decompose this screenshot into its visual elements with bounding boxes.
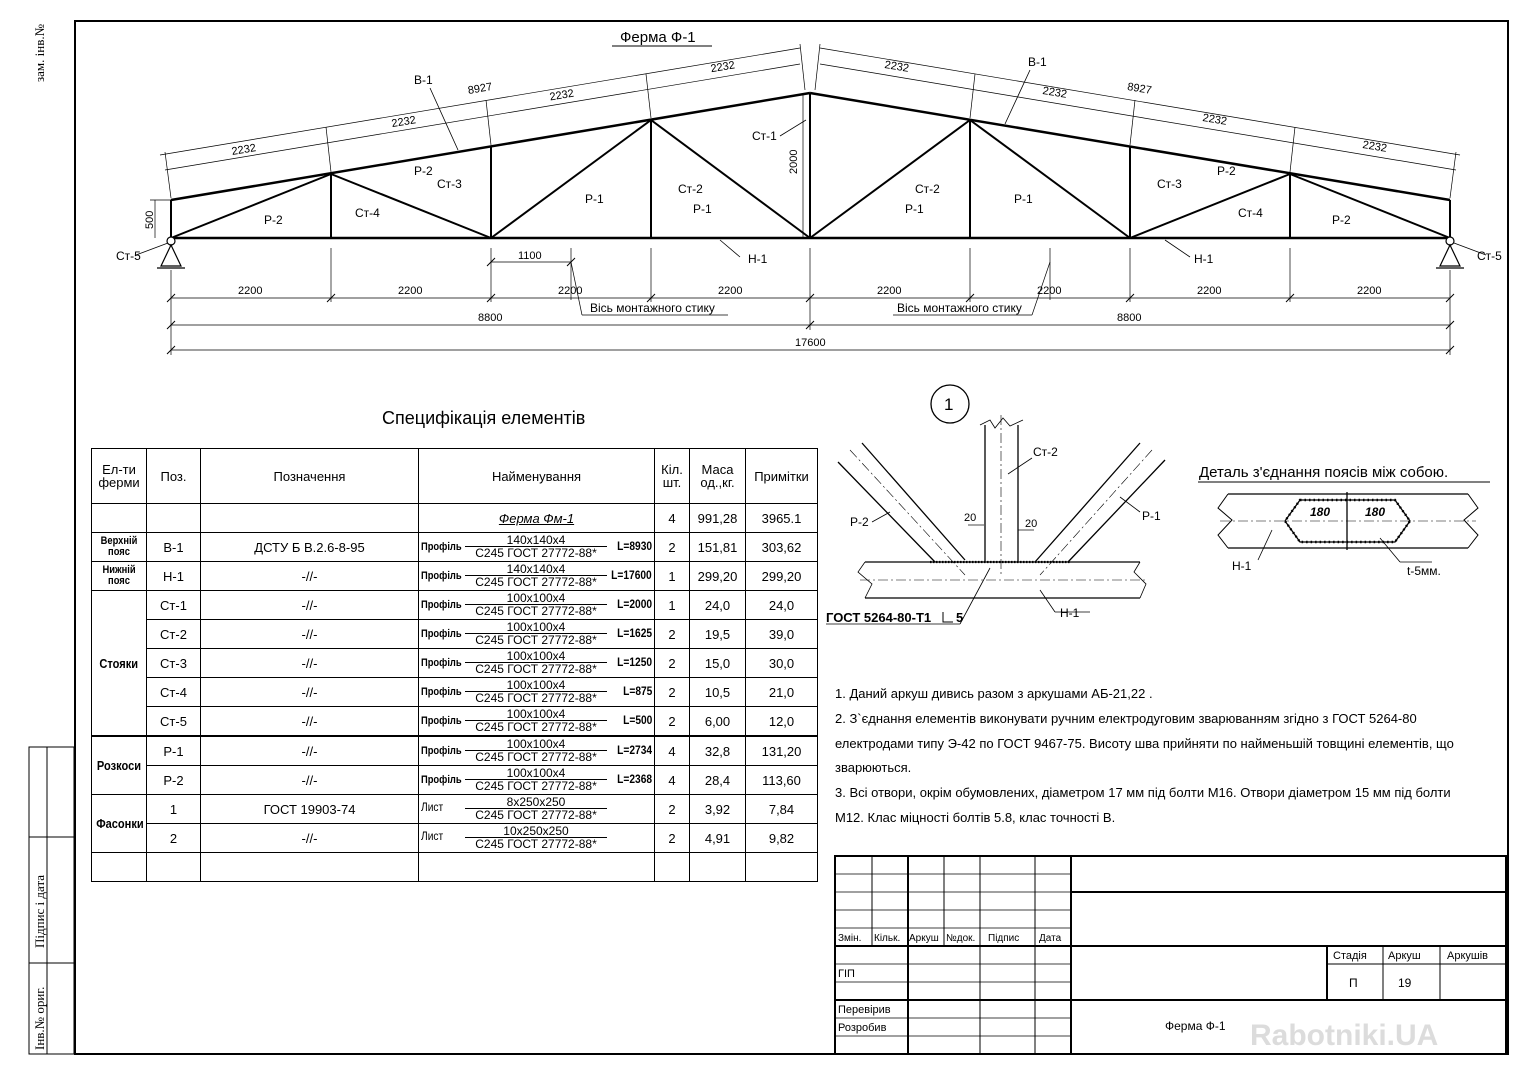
tb-gip: ГІП [838, 968, 855, 980]
table-row: Верхній пояс В-1 ДСТУ Б В.2.6-8-95 Профіль 140х140х4 С245 ГОСТ 27772-88* L=8930 2 151,81 303,62 [92, 533, 818, 562]
truss-row-mass: 991,28 [690, 504, 746, 533]
group-plates: Фасонки [92, 795, 147, 853]
group-bottom-chord: Нижній пояс [92, 562, 147, 591]
watermark: Rabotniki.UA [1250, 1019, 1439, 1052]
table-row: Фасонки 1 ГОСТ 19903-74 Лист 8х250х250 С245 ГОСТ 27772-88* 2 3,92 7,84 [92, 795, 818, 824]
note-1: 1. Даний аркуш дивись разом з аркушами АБ-21,22 . [835, 686, 1153, 701]
label-r2-3: Р-2 [1217, 164, 1236, 178]
table-row: Розкоси Р-1 -//- Профіль 100х100х4 С245 ГОСТ 27772-88* L=2734 4 32,8 131,20 [92, 736, 818, 766]
col-mass: Маса од.,кг. [690, 449, 746, 504]
dim-top-1: 2232 [230, 142, 257, 158]
tb-col-sign: Підпис [988, 933, 1020, 944]
dim-top-5: 2232 [883, 58, 910, 75]
table-row [92, 853, 818, 882]
node-detail [826, 385, 1165, 624]
spec-title: Специфікація елементів [382, 408, 586, 428]
table-row [92, 504, 818, 533]
truss-elevation [157, 93, 1464, 268]
note-3: 3. Всі отвори, окрім обумовлених, діаметром 17 мм під болти М16. Отвори діаметром 15 мм під болти [835, 785, 1451, 800]
label-bottom-chord-right: Н-1 [1194, 252, 1214, 266]
label-r1-1: Р-1 [585, 192, 604, 206]
detail2-label-plate: t-5мм. [1407, 564, 1441, 578]
dim-top-8: 2232 [1361, 138, 1388, 155]
tb-sheets-header: Аркушів [1447, 950, 1489, 962]
detail1-gap-right: 20 [1025, 518, 1038, 530]
dim-top-6: 2232 [1041, 84, 1068, 101]
detail1-label-st2: Ст-2 [1033, 445, 1058, 459]
dim-bottom-7: 2200 [1197, 285, 1222, 297]
detail1-gap-left: 20 [964, 512, 977, 524]
truss-row-qty: 4 [655, 504, 690, 533]
tb-col-doc: №док. [946, 933, 976, 944]
chord-splice-detail [1198, 482, 1490, 562]
detail1-label-r1: Р-1 [1142, 509, 1161, 523]
table-row: Ст-5 -//- Профіль 100х100х4 С245 ГОСТ 27772-88* L=500 2 6,00 12,0 [92, 707, 818, 737]
detail1-weld-leg: 5 [956, 610, 964, 625]
splice-axis-right: Вісь монтажного стику [897, 301, 1022, 315]
label-r1-4: Р-1 [1014, 192, 1033, 206]
label-st2-2: Ст-2 [915, 182, 940, 196]
detail1-label-n1: Н-1 [1060, 606, 1080, 620]
dim-bottom-5: 2200 [877, 285, 902, 297]
tb-col-kolich: Кільк. [874, 933, 901, 944]
splice-axis-left: Вісь монтажного стику [590, 301, 715, 315]
col-name: Найменування [419, 449, 655, 504]
tb-stage: П [1349, 976, 1358, 990]
side-stamp-zam-inv: зам. інв.№ [32, 24, 47, 82]
col-notes: Примітки [746, 449, 818, 504]
table-row: 2 -//- Лист 10х250х250 С245 ГОСТ 27772-88* 2 4,91 9,82 [92, 824, 818, 853]
tb-sheet-number: 19 [1398, 976, 1412, 990]
label-r1-2: Р-1 [693, 202, 712, 216]
detail2-label-chord: Н-1 [1232, 559, 1252, 573]
label-st3-1: Ст-3 [437, 177, 462, 191]
tb-col-date: Дата [1039, 933, 1062, 944]
label-r2-4: Р-2 [1332, 213, 1351, 227]
dim-top-4: 2232 [709, 59, 736, 76]
truss-title: Ферма Ф-1 [620, 29, 696, 46]
col-pos: Поз. [147, 449, 201, 504]
table-row: Нижній пояс Н-1 -//- Профіль 140х140х4 С245 ГОСТ 27772-88* L=17600 1 299,20 299,20 [92, 562, 818, 591]
dim-top-7: 2232 [1201, 111, 1228, 128]
detail2-dim-right: 180 [1365, 505, 1386, 519]
top-dimensions [150, 44, 1460, 355]
truss-row-note: 3965.1 [746, 504, 818, 533]
group-top-chord: Верхній пояс [92, 533, 147, 562]
table-row: Ст-2 -//- Профіль 100х100х4 С245 ГОСТ 27772-88* L=1625 2 19,5 39,0 [92, 620, 818, 649]
dim-bottom-4: 2200 [718, 285, 743, 297]
label-st4-2: Ст-4 [1238, 206, 1263, 220]
spec-header-row [92, 449, 818, 504]
tb-col-izm: Змін. [838, 933, 862, 944]
spec-table [91, 448, 818, 882]
table-row: Р-2 -//- Профіль 100х100х4 С245 ГОСТ 27772-88* L=2368 4 28,4 113,60 [92, 766, 818, 795]
detail-callout-number: 1 [944, 395, 954, 414]
dim-bottom-3: 2200 [558, 285, 583, 297]
note-2-end: зварюються. [835, 760, 912, 775]
dim-half-right: 8800 [1117, 312, 1142, 324]
dim-offset: 1100 [518, 250, 542, 262]
label-st4-1: Ст-4 [355, 206, 380, 220]
label-st5-right: Ст-5 [1477, 249, 1502, 263]
dim-ridge-height: 2000 [788, 149, 800, 174]
dim-top-2: 2232 [390, 114, 417, 131]
dim-bottom-6: 2200 [1037, 285, 1062, 297]
side-stamp-sign-date: Підпис і дата [32, 874, 47, 948]
dim-top-total-left: 8927 [467, 81, 494, 97]
label-top-chord-left: В-1 [414, 73, 433, 87]
col-element: Ел-ти ферми [92, 449, 147, 504]
label-r1-3: Р-1 [905, 202, 924, 216]
label-st3-2: Ст-3 [1157, 177, 1182, 191]
label-r2-1: Р-2 [264, 213, 283, 227]
dim-end-height: 500 [144, 210, 156, 229]
dim-total-span: 17600 [795, 337, 826, 349]
dim-bottom-2: 2200 [398, 285, 423, 297]
tb-drawing-name: Ферма Ф-1 [1165, 1019, 1226, 1033]
dim-top-total-right: 8927 [1126, 80, 1153, 97]
dim-half-left: 8800 [478, 312, 503, 324]
tb-sheet-header: Аркуш [1388, 950, 1421, 962]
group-posts: Стояки [92, 591, 147, 737]
col-designation: Позначення [201, 449, 419, 504]
detail2-title: Деталь з'єднання поясів між собою. [1199, 464, 1449, 481]
tb-stage-header: Стадія [1333, 950, 1367, 962]
detail1-label-r2: Р-2 [850, 515, 869, 529]
table-row: Стояки Ст-1 -//- Профіль 100х100х4 С245 ГОСТ 27772-88* L=2000 1 24,0 24,0 [92, 591, 818, 620]
dim-bottom-8: 2200 [1357, 285, 1382, 297]
detail2-dim-left: 180 [1310, 505, 1331, 519]
label-bottom-chord-left: Н-1 [748, 252, 768, 266]
note-2-cont: електродами типу Э-42 по ГОСТ 9467-75. Висоту шва прийняти по найменьшій товщині елементів, що [835, 736, 1454, 751]
group-braces: Розкоси [92, 736, 147, 795]
label-st5-left: Ст-5 [116, 249, 141, 263]
dim-bottom-1: 2200 [238, 285, 263, 297]
detail1-gost: ГОСТ 5264-80-Т1 [826, 610, 932, 625]
table-row: Ст-3 -//- Профіль 100х100х4 С245 ГОСТ 27772-88* L=1250 2 15,0 30,0 [92, 649, 818, 678]
label-st2-1: Ст-2 [678, 182, 703, 196]
tb-checked: Перевірив [838, 1004, 891, 1016]
label-r2-2: Р-2 [414, 164, 433, 178]
table-row: Ст-4 -//- Профіль 100х100х4 С245 ГОСТ 27772-88* L=875 2 10,5 21,0 [92, 678, 818, 707]
tb-col-sheet: Аркуш [909, 933, 939, 944]
truss-row-name: Ферма Фм-1 [419, 504, 655, 533]
note-3-cont: М12. Клас міцності болтів 5.8, клас точності В. [835, 810, 1116, 825]
col-qty: Кіл. шт. [655, 449, 690, 504]
note-2: 2. З`єднання елементів виконувати ручним електродуговим зварюванням згідно з ГОСТ 5264-80 [835, 711, 1417, 726]
tb-developed: Розробив [838, 1022, 887, 1034]
dim-top-3: 2232 [548, 87, 575, 104]
label-st1: Ст-1 [752, 129, 777, 143]
side-stamp-inv-orig: Інв.№ ориг. [32, 986, 47, 1050]
label-top-chord-right: В-1 [1028, 55, 1047, 69]
